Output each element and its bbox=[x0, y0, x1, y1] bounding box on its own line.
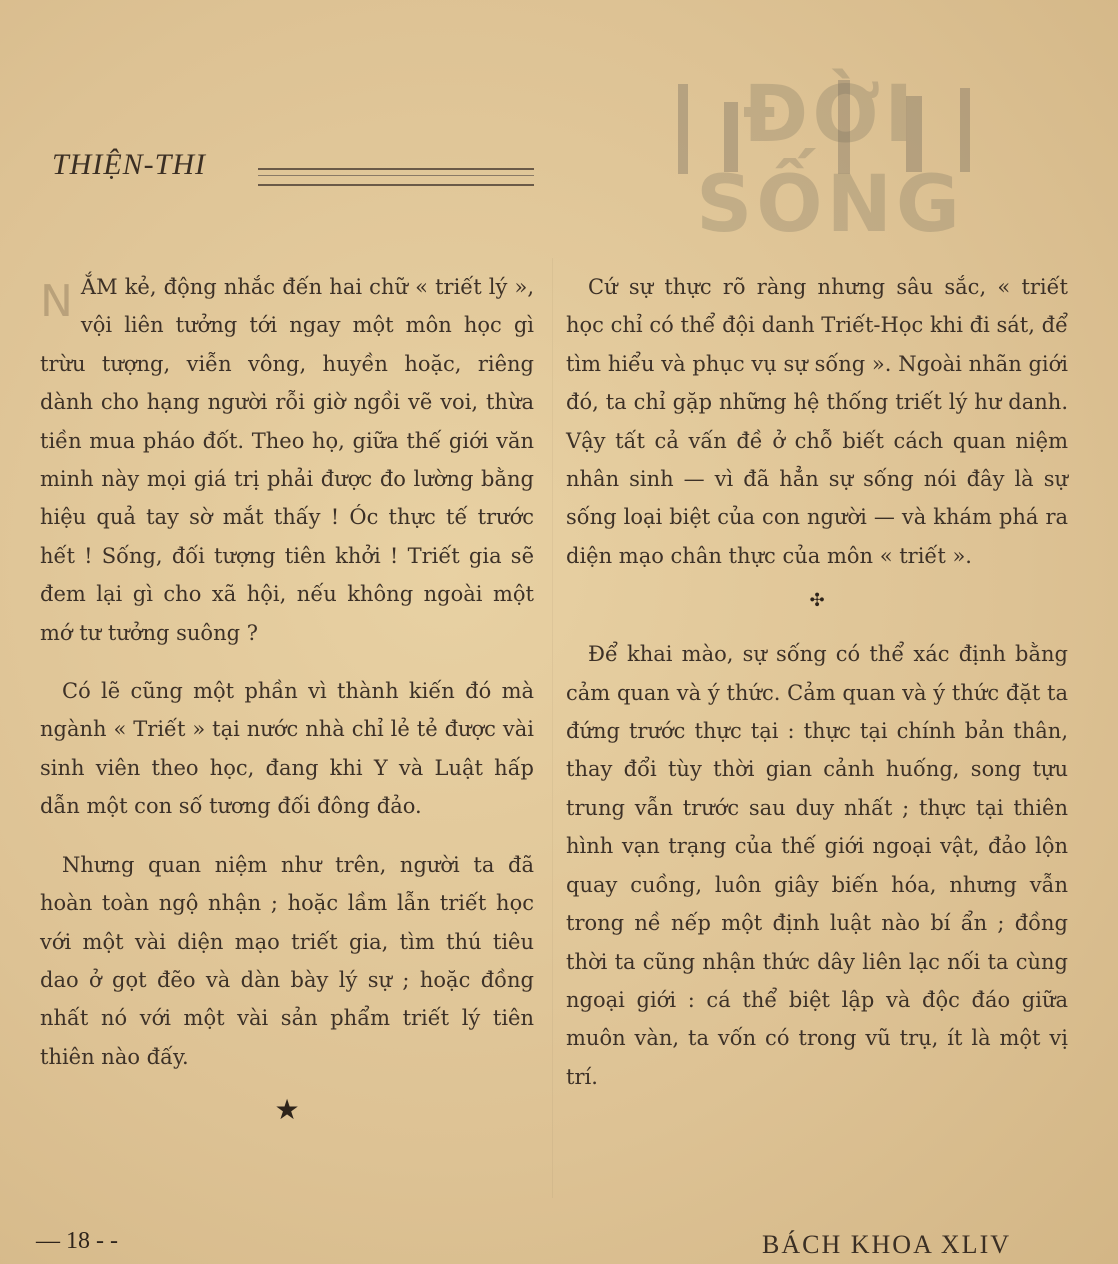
left-paragraph-2: Có lẽ cũng một phần vì thành kiến đó mà ngành « Triết » tại nước nhà chỉ lẻ tẻ được vài sinh viên theo học, đang khi Y và Luật hấp dẫn một con số tương đối đông đảo. bbox=[40, 679, 534, 819]
right-column bbox=[566, 268, 1068, 1096]
right-paragraph-2: Để khai mào, sự sống có thể xác định bằng cảm quan và ý thức. Cảm quan và ý thức đặt ta đứng trước thực tại : thực tại chính bản thân, thay đổi tùy thời gian cảnh huống, song tựu trung vẫn trước sau duy nhất ; thực tại thiên hình vạn trạng của thế giới ngoại vật, đảo lộn quay cuồng, luôn giây biến hóa, nhưng vẫn trong nề nếp một định luật nào bí ẩn ; đồng thời ta cũng nhận thức dây liên lạc nối ta cùng ngoại giới : cá thể biệt lập và độc đáo giữa muôn vàn, ta vốn có trong vũ trụ, ít là một vị trí. bbox=[566, 642, 1068, 1089]
left-column bbox=[40, 268, 534, 1130]
section-divider-mark: ✣ bbox=[809, 590, 825, 612]
author-rule bbox=[258, 168, 534, 186]
masthead-logo bbox=[660, 62, 1000, 250]
left-paragraph-3: Nhưng quan niệm như trên, người ta đã hoàn toàn ngộ nhận ; hoặc lầm lẫn triết học với một vài diện mạo triết gia, tìm thú tiêu dao ở gọt đẽo và dàn bày lý sự ; hoặc đồng nhất nó với một vài sản phẩm triết lý tiên thiên nào đấy. bbox=[40, 852, 534, 1069]
magazine-name: BÁCH KHOA XLIV bbox=[762, 1230, 1011, 1259]
drop-cap: N bbox=[40, 276, 73, 327]
left-paragraph-1: ẮM kẻ, động nhắc đến hai chữ « triết lý », vội liên tưởng tới ngay một môn học gì trừu tượng, viễn vông, huyền hoặc, riêng dành cho hạng người rỗi giờ ngồi vẽ voi, thừa tiền mua pháo đốt. Theo họ, giữa thế giới văn minh này mọi giá trị phải được đo lường bằng hiệu quả tay sờ mắt thấy ! Óc thực tế trước hết ! Sống, đối tượng tiên khởi ! Triết gia sẽ đem lại gì cho xã hội, nếu không ngoài một mớ tư tưởng suông ? bbox=[40, 275, 534, 645]
right-paragraph-1: Cứ sự thực rõ ràng nhưng sâu sắc, « triết học chỉ có thể đội danh Triết-Học khi đi sát, để tìm hiểu và phục vụ sự sống ». Ngoài nhãn giới đó, ta chỉ gặp những hệ thống triết lý hư danh. Vậy tất cả vấn đề ở chỗ biết cách quan niệm nhân sinh — vì đã hẳn sự sống nói đây là sự sống loại biệt của con người — và khám phá ra diện mạo chân thực của môn « triết ». bbox=[566, 275, 1068, 568]
author-name: THIỆN-THI bbox=[52, 148, 207, 181]
column-gutter bbox=[552, 258, 553, 1198]
page-number: — 18 - - bbox=[36, 1228, 118, 1254]
masthead-title: ĐỜI SỐNG bbox=[696, 70, 964, 250]
star-end-mark: ★ bbox=[274, 1093, 300, 1127]
